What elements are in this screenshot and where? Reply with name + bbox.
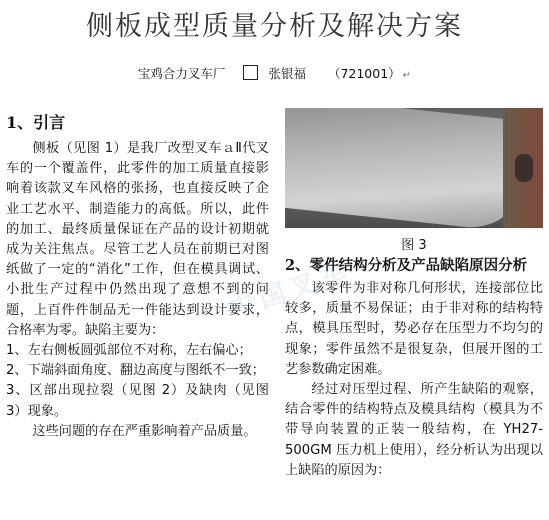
byline [0, 64, 549, 82]
checkbox-square [243, 65, 258, 80]
watermark: 中国叉车 [225, 256, 357, 325]
paragraph-mark-icon: ↵ [402, 70, 412, 81]
section1-heading: 1、引言 [6, 113, 66, 132]
section1-intro: 侧板（见图 1）是我厂改型叉车ａⅡ代叉车的一个覆盖件，此零件的加工质量直接影响着该款叉车风格的张扬，也直接反映了企业工艺水平、制造能力的高低。所以，此件的加工、最终质量保证在产品的设计初期就成为关注焦点。尽管工艺人员在前期已对图纸做了一定的“消化”工作，但在模具调试、小批生产过程中仍然出现了意想不到的问题，上百件件制品无一件能达到设计要求，合格率为零。缺陷主要为： [6, 141, 269, 338]
right-column [285, 108, 543, 481]
defect-item-1: 1、左右侧板圆弧部位不对称，左右偏心； [6, 343, 252, 359]
postal-code: （721001） [327, 66, 401, 81]
page-title: 侧板成型质量分析及解决方案 [86, 11, 463, 42]
defect-item-2: 2、下端斜面角度、翻边高度与图纸不一致； [6, 363, 265, 379]
section2-paragraph-2: 经过对压型过程、所产生缺陷的观察，结合零件的结构特点及模具结构（模具为不带导向装置的正装一般结构，在 YH27-500GM 压力机上使用），经分析认为出现以上缺陷的原因为： [285, 382, 543, 478]
section2-paragraph-1: 该零件为非对称几何形状，连接部位比较多，质量不易保证；由于非对称的结构特点，模具压型时，势必存在压型力不均匀的现象；零件虽然不是很复杂，但展开图的工艺参数确定困难。 [285, 281, 543, 377]
figure-3-caption: 图 3 [401, 238, 427, 253]
defect-item-3: 3、区部出现拉裂（见图 2）及缺肉（见图 3）现象。 [6, 383, 269, 419]
author-name: 张银福 [268, 66, 306, 81]
section1-closing: 这些问题的存在严重影响着产品质量。 [32, 423, 257, 439]
left-column [6, 108, 269, 442]
figure-3-photo [285, 108, 543, 228]
section2-heading: 2、零件结构分析及产品缺陷原因分析 [285, 257, 528, 274]
steel-panel-shape [285, 108, 525, 228]
company-name: 宝鸡合力叉车厂 [137, 66, 226, 81]
defect-cut-shape [515, 154, 533, 182]
